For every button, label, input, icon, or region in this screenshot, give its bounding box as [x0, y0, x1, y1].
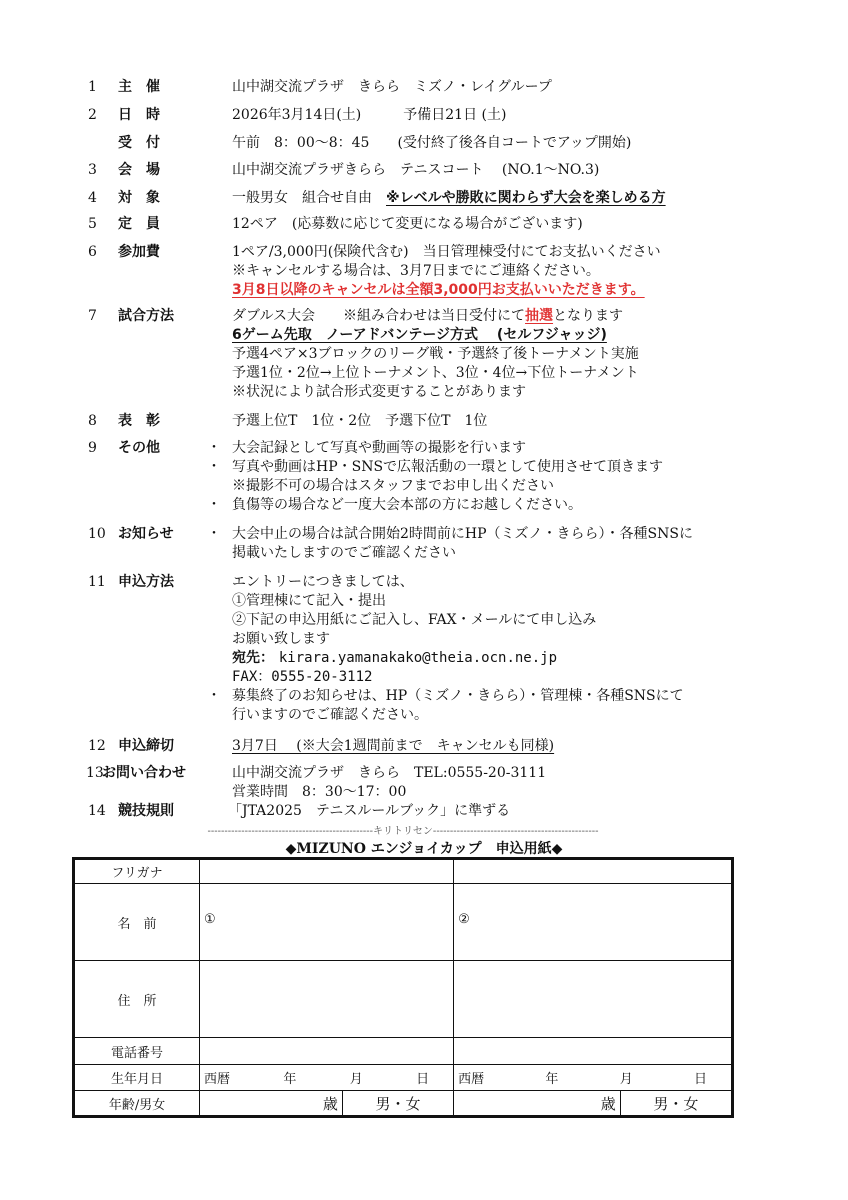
item-number: 4: [88, 190, 97, 206]
fee-warning: 3月8日以降のキャンセルは全額3,000円お支払いいただきます。: [232, 282, 645, 298]
target-emphasis: ※レベルや勝敗に関わらず大会を楽しめる方: [386, 190, 666, 206]
address-label: 住 所: [74, 961, 200, 1038]
age-sex-row: [74, 1091, 733, 1117]
format-detail: 予選4ペア×3ブロックのリーグ戦・予選終了後トーナメント実施: [232, 346, 639, 362]
format-line: ダブルス大会 ※組み合わせは当日受付にて: [232, 308, 526, 324]
item-number: 6: [88, 244, 97, 260]
application-line: エントリーにつきましては、: [232, 574, 414, 590]
name-field-1[interactable]: [200, 884, 454, 961]
fax-number: FAX：0555-20-3112: [232, 669, 373, 685]
application-line: 行いますのでご確認ください。: [232, 707, 428, 723]
form-title: ◆MIZUNO エンジョイカップ 申込用紙◆: [285, 841, 563, 857]
item-value: 予選上位T 1位・2位 予選下位T 1位: [232, 413, 488, 429]
name-row: [74, 884, 733, 961]
era-label: 西暦: [458, 1072, 485, 1087]
day-label: 日: [416, 1072, 430, 1087]
birth-row: [74, 1065, 733, 1091]
item-number: 5: [88, 216, 97, 232]
furigana-field-2[interactable]: [454, 859, 733, 884]
age-field-2[interactable]: [454, 1091, 621, 1117]
item-label: 参加費: [118, 244, 160, 260]
day-label: 日: [693, 1072, 707, 1087]
contact-line: 山中湖交流プラザ きらら TEL:0555-20-3111: [232, 765, 547, 781]
year-label: 年: [545, 1072, 559, 1087]
format-note: ※状況により試合形式変更することがあります: [232, 384, 526, 400]
bullet-icon: ・: [207, 459, 221, 475]
name-mark-1: ①: [204, 912, 216, 927]
application-line: ①管理棟にて記入・提出: [232, 593, 386, 609]
item-label: 受 付: [118, 135, 160, 151]
item-number: 14: [88, 803, 106, 819]
name-field-2[interactable]: [454, 884, 733, 961]
phone-field-2[interactable]: [454, 1038, 733, 1065]
item-value: 3月7日 (※大会1週間前まで キャンセルも同様): [232, 738, 555, 754]
notice-line: 掲載いたしますのでご確認ください: [232, 545, 456, 561]
furigana-row: [74, 859, 733, 884]
item-number: 9: [88, 440, 97, 456]
other-line: ※撮影不可の場合はスタッフまでお申し出ください: [232, 478, 554, 494]
item-number: 10: [88, 526, 106, 542]
phone-field-1[interactable]: [200, 1038, 454, 1065]
item-label: お知らせ: [118, 526, 174, 542]
bullet-icon: ・: [207, 497, 221, 513]
cut-line: -------------------------------------------------キリトリセン-------------------------------------------------: [207, 826, 599, 837]
application-line: ②下記の申込用紙にご記入し、FAX・メールにて申し込み: [232, 612, 597, 628]
item-value: 山中湖交流プラザ きらら ミズノ・レイグループ: [232, 79, 552, 95]
phone-label: 電話番号: [74, 1038, 200, 1065]
item-number: 11: [88, 574, 106, 590]
application-line: 募集終了のお知らせは、HP（ミズノ・きらら）・管理棟・各種SNSにて: [232, 688, 684, 704]
item-label: 競技規則: [118, 803, 174, 819]
item-label: 主 催: [118, 79, 160, 95]
email-label: 宛先：: [232, 650, 274, 666]
sex-field-1[interactable]: 男・女: [342, 1091, 453, 1117]
phone-row: [74, 1038, 733, 1065]
bullet-icon: ・: [207, 526, 221, 542]
item-number: 8: [88, 413, 97, 429]
format-line-end: となります: [553, 308, 624, 324]
lottery-emphasis: 抽選: [525, 308, 554, 324]
age-unit: 歳: [600, 1094, 616, 1113]
item-label: 日 時: [118, 107, 160, 123]
item-number: 3: [88, 162, 97, 178]
item-label: 申込締切: [118, 738, 174, 754]
format-detail: 予選1位・2位→上位トーナメント、3位・4位→下位トーナメント: [232, 365, 639, 381]
item-label: 定 員: [118, 216, 160, 232]
month-label: 月: [349, 1072, 363, 1087]
item-label: お問い合わせ: [102, 765, 186, 781]
address-field-2[interactable]: [454, 961, 733, 1038]
furigana-label: フリガナ: [74, 859, 200, 884]
item-label: 表 彰: [118, 413, 160, 429]
item-value: 一般男女 組合せ自由: [232, 190, 386, 206]
era-label: 西暦: [204, 1072, 231, 1087]
item-value: 12ペア (応募数に応じて変更になる場合がございます): [232, 216, 583, 232]
item-number: 13: [86, 765, 104, 781]
bullet-icon: ・: [207, 440, 221, 456]
other-line: 大会記録として写真や動画等の撮影を行います: [232, 440, 526, 456]
bullet-icon: ・: [207, 688, 221, 704]
other-line: 写真や動画はHP・SNSで広報活動の一環として使用させて頂きます: [232, 459, 664, 475]
name-mark-2: ②: [458, 912, 470, 927]
fee-line: 1ペア/3,000円(保険代含む) 当日管理棟受付にてお支払いください: [232, 244, 661, 260]
item-number: 12: [88, 738, 106, 754]
month-label: 月: [619, 1072, 633, 1087]
application-line: お願い致します: [232, 631, 330, 647]
fee-cancel-line: ※キャンセルする場合は、3月7日までにご連絡ください。: [232, 263, 600, 279]
age-sex-label: 年齢/男女: [74, 1091, 200, 1117]
application-form: [72, 857, 734, 1118]
notice-line: 大会中止の場合は試合開始2時間前にHP（ミズノ・きらら）・各種SNSに: [232, 526, 693, 542]
item-number: 2: [88, 107, 97, 123]
item-label: その他: [118, 440, 160, 456]
item-number: 1: [88, 79, 97, 95]
item-value: 山中湖交流プラザきらら テニスコート (NO.1～NO.3): [232, 162, 600, 178]
furigana-field-1[interactable]: [200, 859, 454, 884]
item-number: 7: [88, 308, 97, 324]
email-link[interactable]: kirara.yamanakako@theia.ocn.ne.jp: [278, 650, 558, 666]
other-line: 負傷等の場合など一度大会本部の方にお越しください。: [232, 497, 582, 513]
item-value: 2026年3月14日(土) 予備日21日 (土): [232, 107, 507, 123]
item-value: 「JTA2025 テニスルールブック」に準ずる: [228, 803, 511, 819]
format-rule: 6ゲーム先取 ノーアドバンテージ方式 (セルフジャッジ): [232, 327, 607, 343]
sex-field-2[interactable]: 男・女: [620, 1091, 732, 1117]
age-unit: 歳: [322, 1094, 338, 1113]
contact-hours: 営業時間 8：30～17：00: [232, 784, 407, 800]
age-field-1[interactable]: [200, 1091, 343, 1117]
item-label: 申込方法: [118, 574, 174, 590]
item-label: 対 象: [118, 190, 160, 206]
birth-label: 生年月日: [74, 1065, 200, 1091]
item-label: 会 場: [118, 162, 160, 178]
address-row: [74, 961, 733, 1038]
birth-field-1[interactable]: [200, 1065, 454, 1091]
address-field-1[interactable]: [200, 961, 454, 1038]
item-label: 試合方法: [118, 308, 174, 324]
year-label: 年: [283, 1072, 297, 1087]
item-value: 午前 8：00～8：45 (受付終了後各自コートでアップ開始): [232, 135, 632, 151]
birth-field-2[interactable]: [454, 1065, 733, 1091]
name-label: 名 前: [74, 884, 200, 961]
